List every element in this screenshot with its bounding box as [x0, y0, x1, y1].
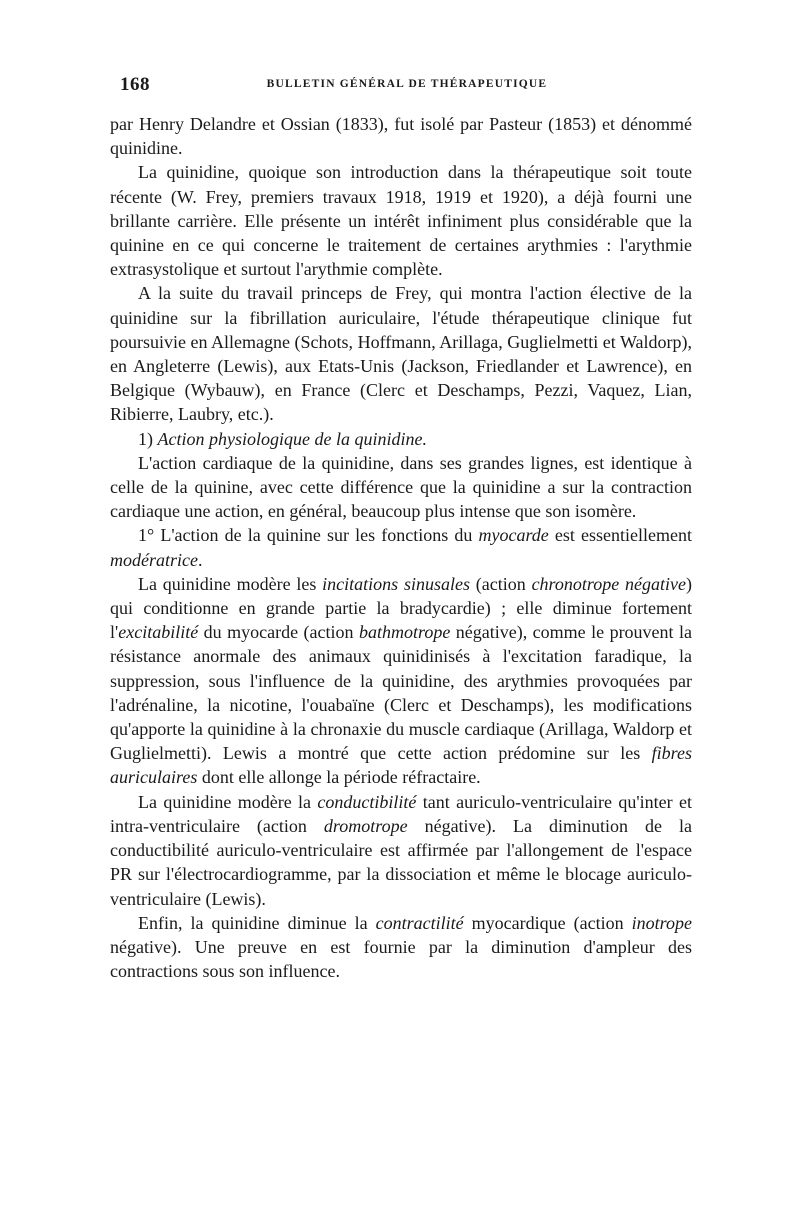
text-run: ) qui conditionne en grande partie la bradycardie) ; elle diminue fortement l' — [110, 573, 692, 643]
emphasis: chronotrope négative — [531, 573, 686, 594]
body-text — [110, 112, 692, 983]
paragraph-1: par Henry Delandre et Ossian (1833), fut isolé par Pasteur (1853) et dénommé quinidine. — [110, 114, 692, 159]
section-number: 1) — [138, 428, 153, 449]
section-title: Action physiologique de la quinidine. — [157, 428, 427, 449]
emphasis: excitabilité — [118, 622, 199, 643]
text-run: négative). Une preuve en est fournie par la diminution d'ampleur des contractions sous son influence. — [110, 936, 692, 982]
text-run: (action — [469, 573, 532, 594]
text-run: 1° L'action de la quinine sur les fonctions du — [138, 525, 479, 546]
text-run: négative), comme le prouvent la résistance anormale des animaux quinidinisés à l'excitation faradique, la suppression, sous l'influence de la quinidine, des arythmies provoquées par l'adrénaline, la nicotine, l'ouabaïne (Clerc et Deschamps), les modifications qu'apporte la quinidine à la chronaxie du muscle cardiaque (Arillaga, Waldorp et Guglielmetti). Lewis a montré que cette action prédomine sur les — [110, 622, 692, 764]
paragraph-2: La quinidine, quoique son introduction dans la thérapeutique soit toute récente (W. Frey, premiers travaux 1918, 1919 et 1920), a déjà fourni une brillante carrière. Elle présente un intérêt infiniment plus considérable que la quinine en ce qui concerne le traitement de certaines arythmies : l'arythmie extrasystolique et surtout l'arythmie complète. — [110, 162, 692, 280]
text-run: La quinidine modère la — [138, 791, 318, 812]
page-header — [120, 74, 694, 98]
paragraph-6 — [110, 572, 692, 790]
text-run: tant auriculo-ventriculaire qu'inter et intra-ventriculaire (action — [110, 791, 692, 836]
text-run: dont elle allonge la période réfractaire. — [197, 767, 481, 788]
text-run: . — [197, 549, 203, 570]
paragraph-5 — [110, 523, 692, 571]
emphasis: incitations sinusales — [322, 573, 470, 594]
emphasis: contractilité — [375, 912, 464, 933]
emphasis: inotrope — [631, 912, 692, 933]
running-title: BULLETIN GÉNÉRAL DE THÉRAPEUTIQUE — [266, 78, 548, 90]
text-run: négative). La diminution de la conductibilité auriculo-ventriculaire est affirmée par l'allongement de l'espace PR sur l'électrocardiogramme, par la dissociation et même le blocage auriculo-ventriculaire (Lewis). — [110, 815, 692, 909]
section-heading — [110, 427, 692, 451]
emphasis: dromotrope — [323, 815, 408, 836]
paragraph-3: A la suite du travail princeps de Frey, qui montra l'action élective de la quinidine sur la fibrillation auriculaire, l'étude thérapeutique clinique fut poursuivie en Allemagne (Schots, Hoffmann, Arillaga, Guglielmetti et Waldorp), en Angleterre (Lewis), aux Etats-Unis (Jackson, Friedlander et Lawrence), en Belgique (Wybauw), en France (Clerc et Deschamps, Pezzi, Vaquez, Lian, Ribierre, Laubry, etc.). — [110, 283, 692, 425]
emphasis: bathmotrope — [358, 622, 451, 643]
emphasis: conductibilité — [317, 791, 417, 812]
text-run: myocardique (action — [463, 912, 632, 933]
text-run: Enfin, la quinidine diminue la — [138, 912, 376, 933]
text-run: est essentiellement — [548, 525, 692, 546]
paragraph-7 — [110, 790, 692, 911]
emphasis: modératrice — [110, 549, 198, 570]
paragraph-4: L'action cardiaque de la quinidine, dans ses grandes lignes, est identique à celle de la quinine, avec cette différence que la quinidine a sur la contraction cardiaque une action, en général, beaucoup plus intense que son isomère. — [110, 452, 692, 522]
text-run: du myocarde (action — [198, 622, 359, 643]
paragraph-8 — [110, 911, 692, 984]
emphasis: fibres auriculaires — [110, 743, 692, 788]
text-run: La quinidine modère les — [138, 573, 323, 594]
page-number: 168 — [120, 74, 150, 95]
emphasis: myocarde — [478, 525, 549, 546]
